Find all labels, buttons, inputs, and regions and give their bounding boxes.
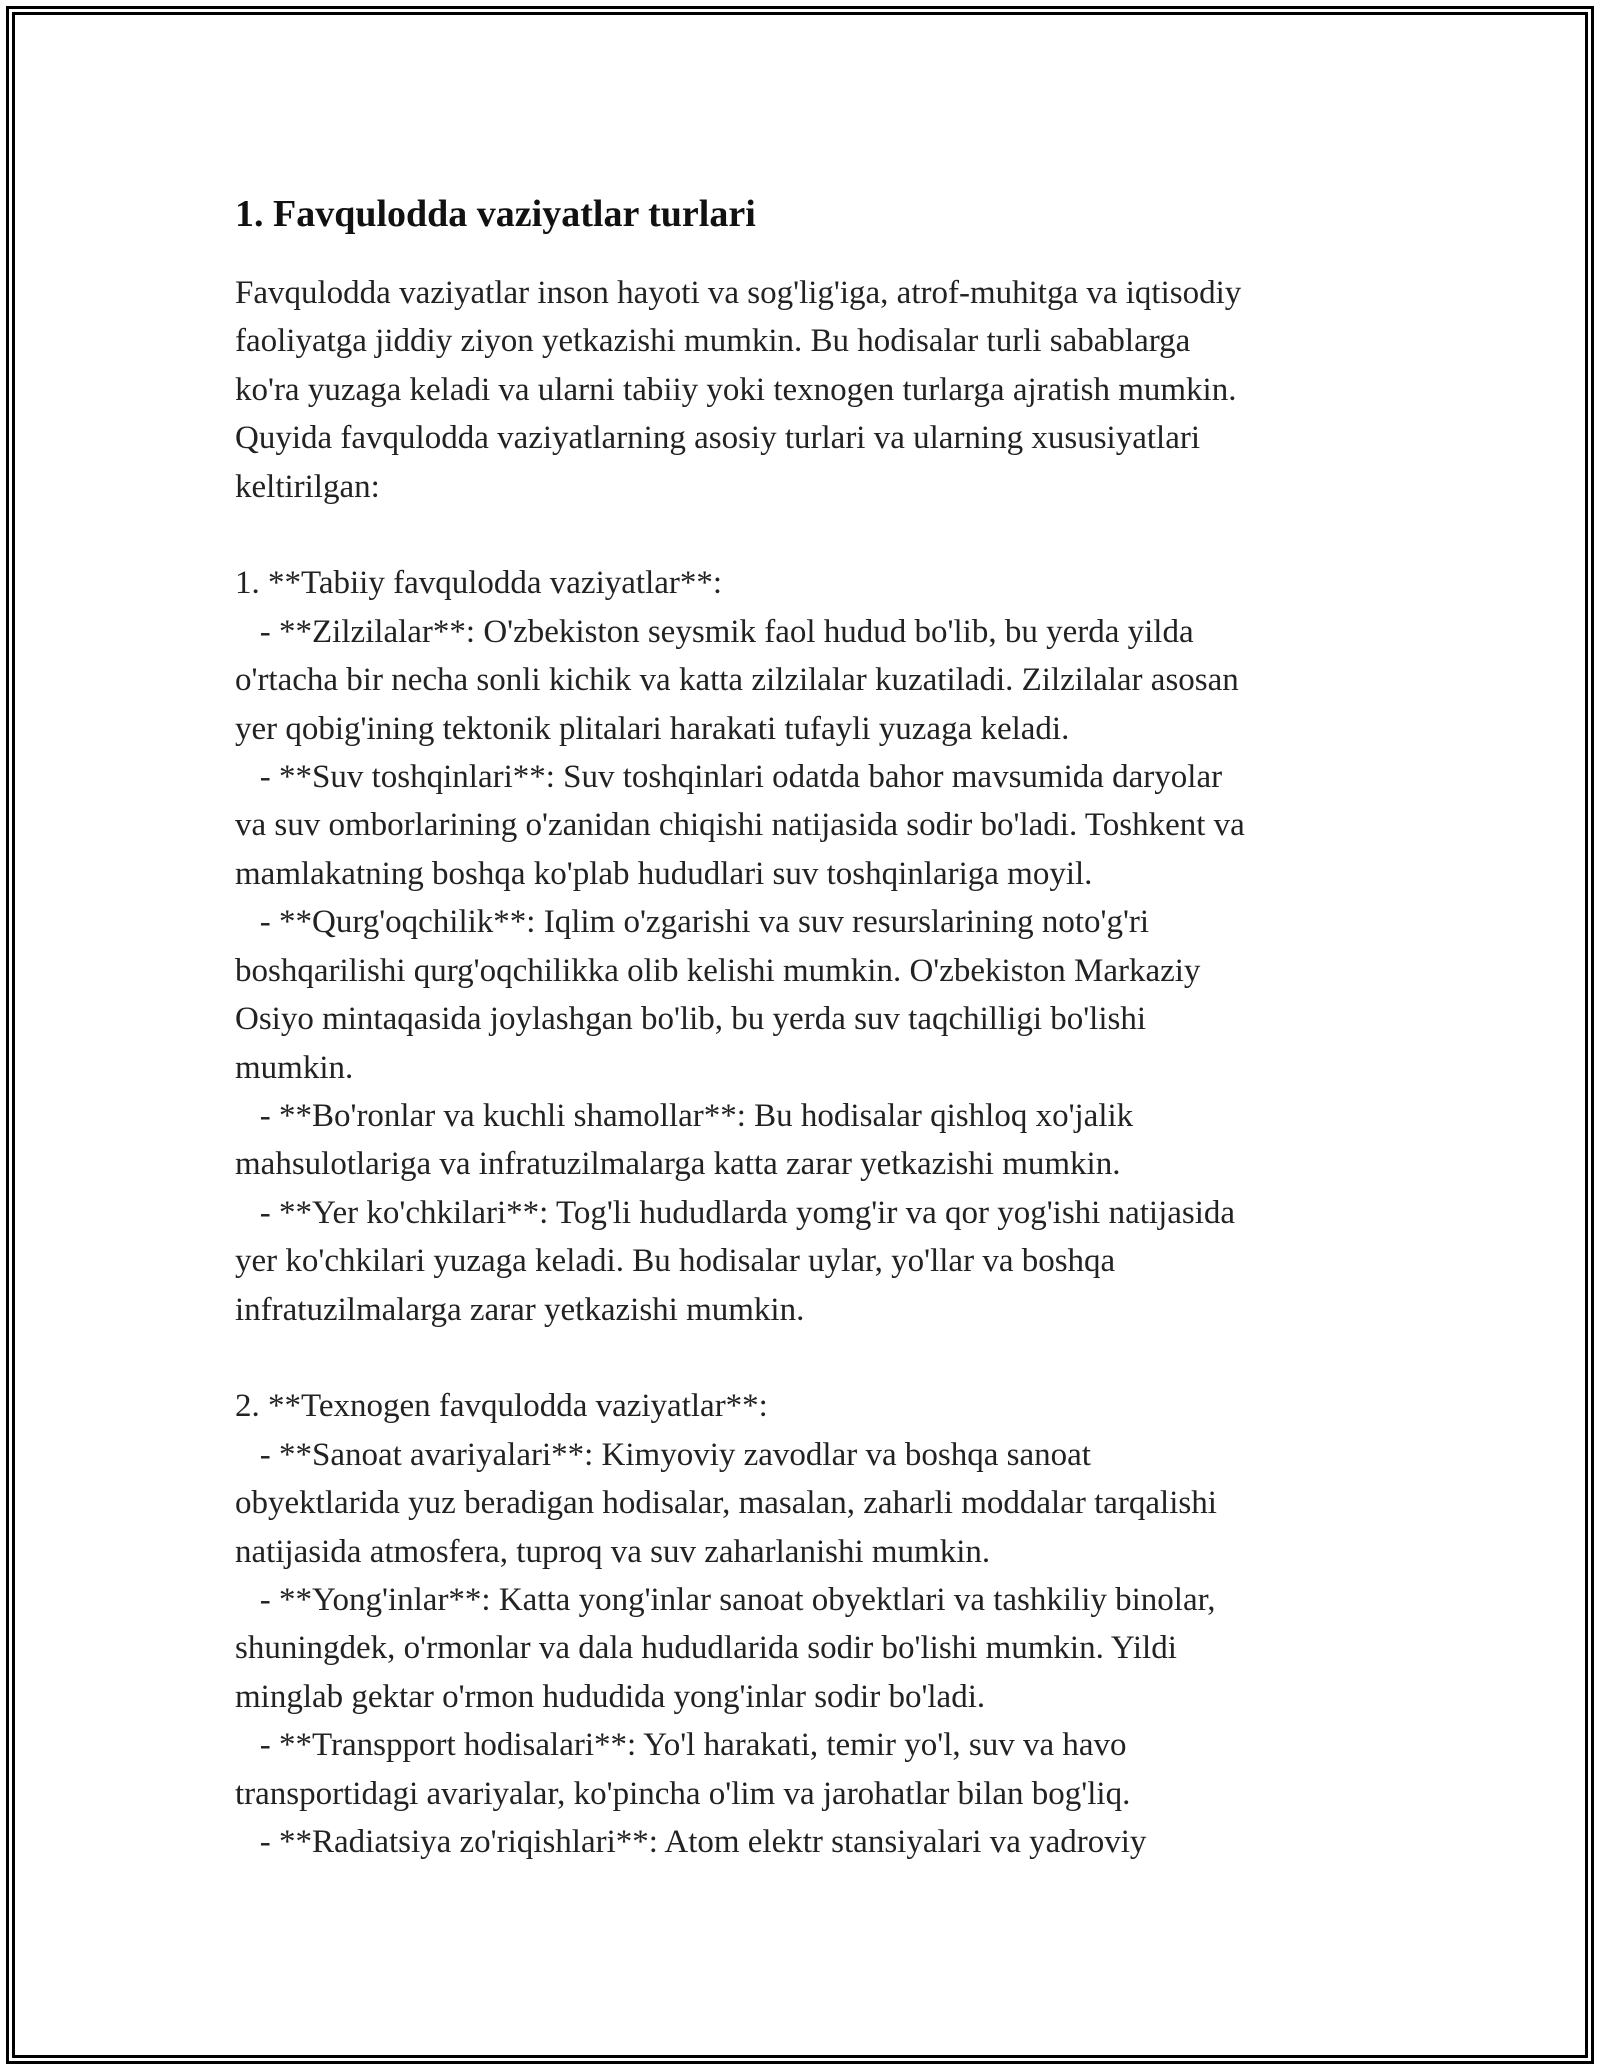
document-content: [235, 185, 1375, 1866]
section-heading: 1. Favqulodda vaziyatlar turlari: [235, 193, 756, 235]
section-body: Favqulodda vaziyatlar inson hayoti va sog'lig'iga, atrof-muhitga va iqtisodiy faoliyatga jiddiy ziyon yetkazishi mumkin. Bu hodisalar turli sabablarga ko'ra yuzaga keladi va ularni tabiiy yoki texnogen turlarga ajratish mumkin. Quyida favqulodda vaziyatlarning asosiy turlari va ularning xususiyatlari keltirilgan: 1. **Tabiiy favqulodda vaziyatlar**: - **Zilzilalar**: O'zbekiston seysmik faol hudud bo'lib, bu yerda yilda o'rtacha bir necha sonli kichik va katta zilzilalar kuzatiladi. Zilzilalar asosan yer qobig'ining tektonik plitalari harakati tufayli yuzaga keladi. - **Suv toshqinlari**: Suv toshqinlari odatda bahor mavsumida daryolar va suv omborlarining o'zanidan chiqishi natijasida sodir bo'ladi. Toshkent va mamlakatning boshqa ko'plab hududlari suv toshqinlariga moyil. - **Qurg'oqchilik**: Iqlim o'zgarishi va suv resurslarining noto'g'ri boshqarilishi qurg'oqchilikka olib kelishi mumkin. O'zbekiston Markaziy Osiyo mintaqasida joylashgan bo'lib, bu yerda suv taqchilligi bo'lishi mumkin. - **Bo'ronlar va kuchli shamollar**: Bu hodisalar qishloq xo'jalik mahsulotlariga va infratuzilmalarga katta zarar yetkazishi mumkin. - **Yer ko'chkilari**: Tog'li hududlarda yomg'ir va qor yog'ishi natijasida yer ko'chkilari yuzaga keladi. Bu hodisalar uylar, yo'llar va boshqa infratuzilmalarga zarar yetkazishi mumkin. 2. **Texnogen favqulodda vaziyatlar**: - **Sanoat avariyalari**: Kimyoviy zavodlar va boshqa sanoat obyektlarida yuz beradigan hodisalar, masalan, zaharli moddalar tarqalishi natijasida atmosfera, tuproq va suv zaharlanishi mumkin. - **Yong'inlar**: Katta yong'inlar sanoat obyektlari va tashkiliy binolar, shuningdek, o'rmonlar va dala hududlarida sodir bo'lishi mumkin. Yildi minglab gektar o'rmon hududida yong'inlar sodir bo'ladi. - **Transpport hodisalari**: Yo'l harakati, temir yo'l, suv va havo transportidagi avariyalar, ko'pincha o'lim va jarohatlar bilan bog'liq. - **Radiatsiya zo'riqishlari**: Atom elektr stansiyalari va yadroviy: [235, 275, 1245, 1860]
